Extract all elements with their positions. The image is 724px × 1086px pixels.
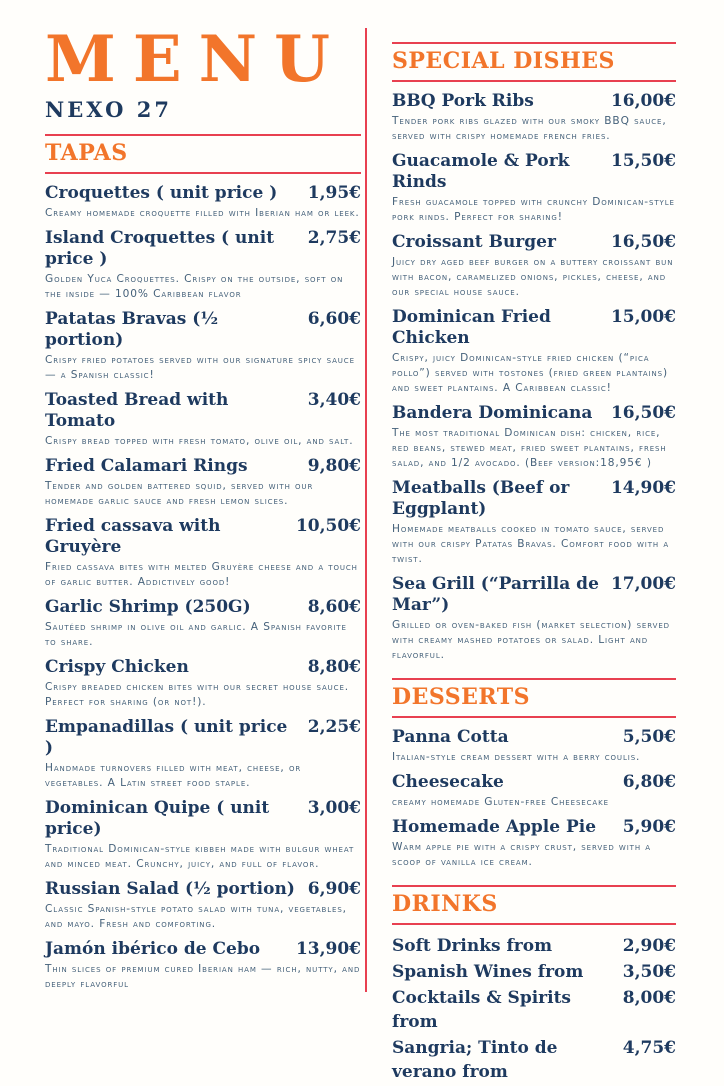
column-divider [365,28,367,992]
item-price: 8,80€ [307,657,361,678]
item-price: 5,90€ [622,817,676,837]
menu-item [392,91,676,144]
item-name: Fried cassava with Gruyère [45,516,221,558]
restaurant-name: NEXO 27 [45,97,172,123]
item-name: Soft Drinks from [392,936,553,956]
menu-item-row [45,879,361,900]
item-price: 3,40€ [307,390,361,411]
item-price: 6,60€ [307,309,361,330]
item-description: Italian-style cream dessert with a berry coulis. [392,751,641,763]
item-name: Sea Grill (“Parrilla de Mar”) [392,574,599,615]
menu-item-row [45,183,361,204]
item-name: Empanadillas ( unit price ) [45,717,288,759]
menu-item-row [392,478,676,520]
item-name: Dominican Fried Chicken [392,307,551,348]
item-description: creamy homemade Gluten-free Cheesecake [392,796,609,808]
menu-item [45,939,361,992]
menu-item [45,597,361,650]
item-price: 6,90€ [307,879,361,900]
menu-item-row [392,960,676,984]
menu-item-row [45,516,361,558]
menu-item-row [392,1036,676,1084]
item-price: 17,00€ [610,574,676,594]
menu-item-row [392,403,676,424]
item-description: Creamy homemade croquette filled with Iberian ham or leek. [45,207,360,220]
item-price: 3,00€ [307,798,361,819]
item-description: Crispy, juicy Dominican-style fried chicken (“pica pollo”) served with tostones (fried green plantains) and sweet plantains. A Caribbean classic! [392,352,668,394]
menu-item-row [45,597,361,618]
menu-item-row [392,727,676,748]
left-sections-container [45,134,361,999]
item-description: Grilled or oven-baked fish (market selection) served with creamy mashed potatoes or salad. Light and flavorful. [392,619,670,661]
item-description: Fried cassava bites with melted Gruyère cheese and a touch of garlic butter. Addictively good! [45,561,358,589]
item-price: 15,50€ [610,151,676,171]
menu-item [45,657,361,710]
menu-item-row [392,574,676,616]
menu-item-row [45,390,361,432]
page-title: MENU [45,22,347,97]
menu-item [45,309,361,383]
menu-item [45,798,361,872]
menu-item [392,307,676,396]
menu-item [392,960,676,984]
item-price: 13,90€ [295,939,361,960]
menu-item [392,151,676,225]
menu-item-row [392,772,676,793]
menu-item [392,727,676,765]
menu-item-row [392,986,676,1034]
item-name: Toasted Bread with Tomato [45,390,229,432]
item-price: 4,75€ [622,1038,676,1058]
item-price: 6,80€ [622,772,676,792]
menu-item-row [45,939,361,960]
item-description: Crispy bread topped with fresh tomato, olive oil, and salt. [45,435,354,448]
item-price: 5,50€ [622,727,676,747]
menu-section-special-dishes [392,42,676,670]
item-price: 2,75€ [307,228,361,249]
item-description: Thin slices of premium cured Iberian ham — rich, nutty, and deeply flavorful [45,963,361,991]
item-name: Panna Cotta [392,727,509,747]
menu-item-row [45,657,361,678]
menu-item-row [45,798,361,840]
item-name: Cocktails & Spirits from [392,988,571,1032]
menu-item-row [392,232,676,253]
item-name: Meatballs (Beef or Eggplant) [392,478,570,519]
menu-item-row [45,456,361,477]
menu-item-row [392,151,676,193]
item-description: Golden Yuca Croquettes. Crispy on the outside, soft on the inside — 100% Caribbean flavor [45,273,344,301]
menu-item-row [392,817,676,838]
menu-item [392,403,676,471]
right-column [392,26,676,1082]
item-name: Cheesecake [392,772,504,792]
item-description: Homemade meatballs cooked in tomato sauce, served with our crispy Patatas Bravas. Comfort food with a twist. [392,523,670,565]
item-price: 8,00€ [622,988,676,1008]
item-name: Guacamole & Pork Rinds [392,151,570,192]
item-name: Bandera Dominicana [392,403,593,423]
section-heading-tapas: TAPAS [45,134,361,174]
menu-item-row [392,91,676,112]
item-price: 1,95€ [307,183,361,204]
menu-item-row [392,307,676,349]
item-price: 16,50€ [610,232,676,252]
menu-item [45,456,361,509]
item-description: Classic Spanish-style potato salad with tuna, vegetables, and mayo. Fresh and comforting. [45,903,347,931]
item-name: Fried Calamari Rings [45,456,248,477]
item-description: Tender pork ribs glazed with our smoky BBQ sauce, served with crispy homemade french fries. [392,115,667,142]
menu-item [392,772,676,810]
item-name: Homemade Apple Pie [392,817,597,837]
menu-item [392,232,676,300]
menu-item [45,390,361,449]
section-heading-special-dishes: SPECIAL DISHES [392,42,676,82]
item-price: 16,00€ [610,91,676,111]
item-description: Handmade turnovers filled with meat, cheese, or vegetables. A Latin street food staple. [45,762,302,790]
menu-item-row [45,309,361,351]
item-name: Dominican Quipe ( unit price) [45,798,270,840]
item-description: Warm apple pie with a crispy crust, served with a scoop of vanilla ice cream. [392,841,651,868]
item-price: 10,50€ [295,516,361,537]
section-heading-desserts: DESSERTS [392,678,676,718]
item-price: 2,25€ [307,717,361,738]
item-price: 16,50€ [610,403,676,423]
item-description: Crispy breaded chicken bites with our secret house sauce. Perfect for sharing (or not!). [45,681,350,709]
item-description: Juicy dry aged beef burger on a buttery croissant bun with bacon, caramelized onions, pickles, cheese, and our special house sauce. [392,256,674,298]
item-price: 8,60€ [307,597,361,618]
item-price: 3,50€ [622,962,676,982]
menu-item [45,879,361,932]
item-price: 15,00€ [610,307,676,327]
section-heading-drinks: DRINKS [392,885,676,925]
menu-section-drinks [392,885,676,1086]
menu-item-row [392,934,676,958]
item-name: Crispy Chicken [45,657,189,678]
menu-item [392,934,676,958]
item-description: Sautéed shrimp in olive oil and garlic. A Spanish favorite to share. [45,621,347,649]
menu-item [45,228,361,302]
menu-item-row [45,717,361,759]
item-price: 2,90€ [622,936,676,956]
item-name: Russian Salad (½ portion) [45,879,295,900]
menu-item [392,574,676,663]
menu-item [392,986,676,1034]
item-name: Patatas Bravas (½ portion) [45,309,219,351]
menu-item [45,183,361,221]
item-name: Croquettes ( unit price ) [45,183,278,204]
item-name: Jamón ibérico de Cebo [45,939,261,960]
item-name: BBQ Pork Ribs [392,91,534,111]
item-description: Traditional Dominican-style kibbeh made with bulgur wheat and minced meat. Crunchy, juicy, and full of flavor. [45,843,355,871]
menu-item-row [45,228,361,270]
item-price: 14,90€ [610,478,676,498]
menu-section-desserts [392,678,676,877]
menu-section-tapas [45,134,361,992]
menu-item [392,478,676,567]
item-description: Fresh guacamole topped with crunchy Dominican-style pork rinds. Perfect for sharing! [392,196,675,223]
item-name: Island Croquettes ( unit price ) [45,228,275,270]
menu-item [392,817,676,870]
item-description: The most traditional Dominican dish: chicken, rice, red beans, stewed meat, fried sweet plantains, fresh salad, and 1/2 avocado. (Beef version:18,95€ ) [392,427,667,469]
item-name: Garlic Shrimp (250G) [45,597,251,618]
menu-item [45,717,361,791]
item-name: Croissant Burger [392,232,556,252]
item-description: Tender and golden battered squid, served with our homemade garlic sauce and fresh lemon slices. [45,480,314,508]
item-name: Sangria; Tinto de verano from [392,1038,558,1082]
menu-item [45,516,361,590]
item-price: 9,80€ [307,456,361,477]
left-column [45,22,361,1006]
item-description: Crispy fried potatoes served with our signature spicy sauce — a Spanish classic! [45,354,355,382]
item-name: Spanish Wines from [392,962,584,982]
menu-item [392,1036,676,1084]
